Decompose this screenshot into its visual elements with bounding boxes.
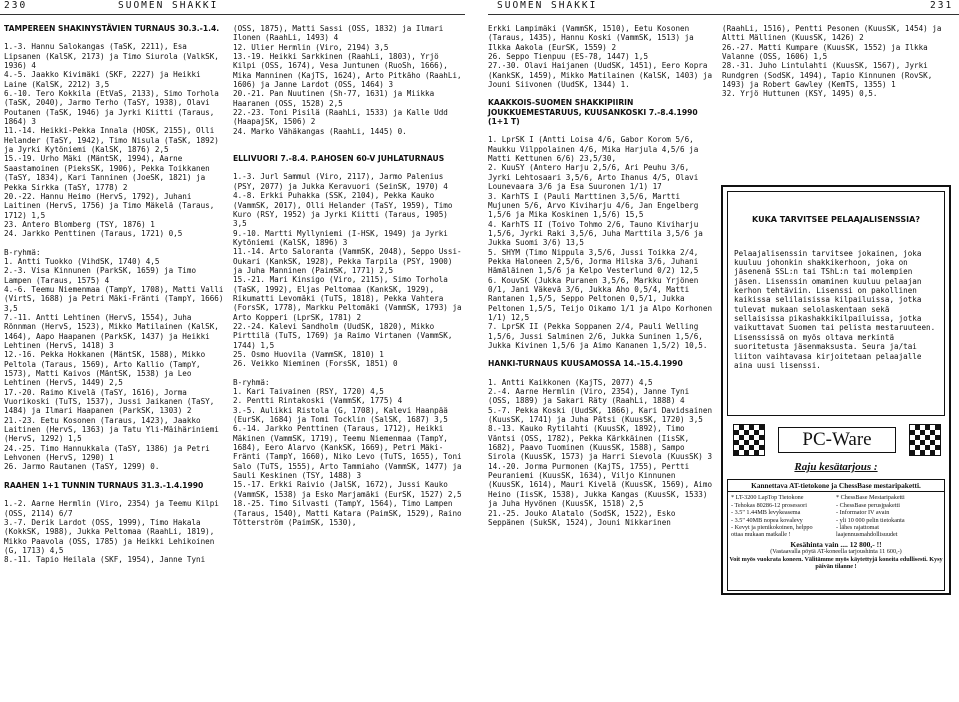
spacer [233, 136, 465, 145]
ad-headline: Raju kesätarjous : [794, 461, 878, 473]
price-note: (Vastaavalla pöytä AT-koneella tarjoushinta 11 600,-) [770, 548, 902, 556]
result-line: 3.-5. Aulikki Ristola (G, 1708), Kalevi Haanpää (EurSK, 1684) ja Tomi Tocklin (SalSK, 1687) 3,5 [233, 405, 453, 425]
result-line: 22.-23. Toni Pisilä (RaahLi, 1533) ja Kalle Udd (HaapajSK, 1506) 2 [233, 108, 453, 127]
result-line: 2.-3. Visa Kinnunen (ParkSK, 1659) ja Timo Lampen (Taraus, 1575) 4 [4, 266, 201, 285]
offer-item: - lähes rajattomat laajennusmahdollisuudet [836, 524, 898, 539]
result-line: 27.-30. Olavi Haijanen (UudSK, 1451), Eero Kopra (KankSK, 1459), Mikko Matilainen (KalSK, 1403) ja Jouni Siivonen (UudSK, 1344) 1. [488, 61, 717, 90]
result-line: 23. Antero Blomberg (TSY, 1876) 1 [4, 219, 155, 229]
result-line: 6.-14. Jarkko Penttinen (Taraus, 1712), Heikki Mäkinen (VammSK, 1719), Teemu Niemenmaa (TampY, 1684), Eero Alarvo (KankSK, 1669), Petri Mäki-Fränti (TampY, 1660), Niko Levo (TuTS, 1655), Toni Salo (TuTS, 1555), Arto Tammiaho (VammSK, 1477) ja Sauli Keskinen (TSY, 1488) 3 [233, 424, 467, 481]
header-rule-right [488, 14, 959, 15]
result-line: 1. Antti Kaikkonen (KajTS, 2077) 4,5 [488, 377, 653, 387]
result-line: 6. KouvSK (Jukka Puranen 3,5/6, Markku Yrjönen 0/1, Jani Väkevä 3/6, Jukka Aho 0,5/4, Matti Rantanen 1,5/5, Seppo Peltonen 0,5/1, Jukka Peltonen 1,5/5, Teijo Oikamo 1/1 ja Alpo Korhonen 1/1) 12,5 [488, 275, 717, 322]
result-line: 6.-10. Tero Kokkila (EtVaS, 2133), Simo Torhola (TaSK, 2040), Jarmo Terho (TaSY, 1938), Olavi Poutanen (TaSK, 1946) ja Jyrki Kiitti (Taraus, 1864) 3 [4, 89, 224, 127]
spacer [233, 369, 465, 378]
result-line: 1. Kari Taivainen (RSY, 1720) 4,5 [233, 387, 384, 397]
result-line: 26.-27. Matti Kumpare (KuusSK, 1552) ja Ilkka Valanne (OSS, 1606) 1,5 [722, 42, 933, 62]
offer-item: - 3.5" 1.44MB levykeasema [731, 509, 801, 517]
spacer [4, 490, 226, 499]
result-line: 25. Osmo Huovila (VammSK, 1810) 1 [233, 350, 384, 359]
result-line: 2. Pentti Rintakoski (VammSK, 1775) 4 [233, 396, 403, 406]
result-line: B-ryhmä: [233, 377, 270, 387]
offer-item: * LT-3200 LapTop Tietokone [731, 494, 804, 502]
result-line: 21.-25. Jouko Alatalo (SodSK, 1522), Esko Seppänen (SukSK, 1524), Jouni Nikkarinen [488, 508, 681, 527]
offer-subhead: Kannettava AT-tietokone ja ChessBase mestaripaketti. [728, 480, 944, 492]
result-line: 20.-22. Hannu Heimo (HervS, 1792), Juhani Laitinen (HervS, 1756) ja Timo Mäkelä (Taraus, 1712) 1,5 [4, 191, 219, 220]
result-line: 26. Seppo Tienpuu (ES-78, 1447) 1,5 [488, 52, 649, 62]
result-line: 2.-4. Aarne Hermlin (Viro, 2354), Janne Tyni (OSS, 1889) ja Sakari Räty (RaahLi, 1888) 4 [488, 387, 694, 406]
result-line: 4.-6. Teemu Niemenmaa (TampY, 1708), Matti Valli (VirtS, 1688) ja Petri Mäki-Fränti (TampY, 1666) 3,5 [4, 284, 229, 313]
offer-item: ottaa mukaan matkalle ! [731, 531, 791, 539]
result-line: 12.-16. Pekka Hokkanen (MäntSK, 1588), Mikko Peltola (Taraus, 1569), Arto Kallio (TampY, 1573), Matti Kaivos (MäntSK, 1538) ja Leo Lehtinen (HervS, 1449) 2,5 [4, 350, 210, 388]
spacer [488, 126, 714, 135]
result-line: 12. Ulier Hermlin (Viro, 2194) 3,5 [233, 42, 389, 52]
license-box-text: Pelaajalisenssin tarvitsee jokainen, joka kuuluu johonkin shakkikerhoon, joka on jäsenenä SSL:n tai TShL:n tai molempien jäsen. Lisenssin omaminen kuuluu pelaajan kerhon tehtäviin. Lisenssi on pakollinen kaikissa selilaisissa kilpailuissa, jotka tulevat mukaan selolaskentaan sekä sellaisissa pikashakkikilpailuissa, jotka vaikuttavat Suomen tai pelista mestaruuteen. Lisenssissä on myös oltava merkintä suoritetusta jäsenmaksusta. Seura ja/tai liiton vaihtavasa kirjoitetaan pelaajalle aina uusi lisenssi. [734, 248, 940, 370]
section-heading: KAAKKOIS-SUOMEN SHAKKIPIIRIN JOUKKUEMESTARUUS, KUUSANKOSKI 7.-8.4.1990 (1+1 T) [488, 98, 701, 127]
offer-item: - 3.5" 40MB nopea kovalevy [731, 516, 803, 524]
section-heading: HANKI-TURNAUS KUUSAMOSSA 14.-15.4.1990 [488, 359, 683, 369]
result-line: 5. SHYM (Timo Nippula 3,5/6, Jussi Toikka 2/4, Pekka Haloneen 2,5/6, Jorma Hilska 3/6, Juhani Hämäläinen 1,5/6 ja Kelpo Vesterlund 0/2) 12,5 [488, 247, 703, 276]
chessboard-icon [733, 424, 765, 456]
journal-title-left: SUOMEN SHAKKI [118, 0, 219, 11]
result-line: 28.-31. Juho Lintulahti (KuusSK, 1567), Jyrki Rundgren (SodSK, 1494), Tapio Kinnunen (RovSK, 1493) ja Robert Gawley (KemTS, 1355) 1 [722, 61, 937, 90]
spacer [488, 89, 714, 98]
offer-box [727, 479, 945, 591]
result-line: 14.-20. Jorma Purmonen (KajTS, 1755), Pertti Peuraniemi (KuusSK, 1634), Viljo Kinnunen (KuusSK, 1614), Mauri Kivelä (KuusSK, 1569), Aimo Heino (IisSK, 1538), Jukka Kangas (KuusSK, 1533) ja Juha Hyvönen (KuusSK, 1518) 2,5 [488, 461, 717, 509]
result-line: 9.-10. Martti Myllyniemi (I-HSK, 1949) ja Jyrki Kytöniemi (KalSK, 1896) 3 [233, 228, 453, 247]
result-line: 21.-23. Eetu Kosonen (Taraus, 1423), Jaakko Laitinen (HervS, 1363) ja Tatu Yli-Mäihäriniemi (HervS, 1292) 1,5 [4, 415, 224, 444]
result-line: 17.-20. Raimo Kivelä (TaSY, 1616), Jorma Vuorikoski (TuTS, 1537), Jussi Jaikanen (TaSY, 1484) ja Ilmari Haapanen (ParkSK, 1303) 2 [4, 387, 219, 416]
result-line: 4. KarhTS II (Toivo Tohmo 2/6, Tauno Kiviharju 1,5/6, Jyrki Raki 3,5/6, Juha Marttila 3,5/6 ja Jukka Suomi 3/6) 13,5 [488, 219, 708, 248]
result-line: 11.-14. Arto Saloranta (VammSK, 2048), Seppo Ussi-Oukari (KankSK, 1928), Pekka Tarpila (PSY, 1900) ja Juha Manninen (PaimSK, 1771) 2,5 [233, 247, 462, 275]
column-3 [488, 24, 717, 527]
offer-item: - Kevyt ja pienikokoinen, helppo [731, 524, 813, 532]
spacer [233, 163, 465, 172]
result-line: 3.-7. Derik Lardot (OSS, 1999), Timo Hakala (KokkSK, 1988), Jukka Peltomaa (RaahLi, 1819), Mikko Paavola (OSS, 1785) ja Heikki Lehikoinen (G, 1713) 4,5 [4, 517, 219, 555]
offer-item: - ChessBase perusjpaketti [836, 501, 900, 509]
chessbase-items [836, 494, 941, 538]
column-4 [722, 24, 954, 99]
license-info-box [727, 191, 945, 416]
result-line: 1.-3. Hannu Salokangas (TaSK, 2211), Esa Lipsanen (KalSK, 2173) ja Timo Siurola (ValkSK, 1936) 4 [4, 42, 224, 71]
offer-item: - Informator IV avain [836, 509, 890, 517]
offer-item: - yli 10 000 pelin tietokanta [836, 516, 905, 524]
brand-row [723, 422, 949, 456]
spacer [4, 472, 226, 481]
result-line: 26. Veikko Nieminen (ForsSK, 1851) 0 [233, 359, 398, 369]
spacer [4, 239, 226, 248]
result-line: 15.-17. Erkki Raivio (JalSK, 1672), Jussi Kauko (VammSK, 1538) ja Esko Marjamäki (EurSK, 1527) 2,5 [233, 480, 462, 499]
result-line: 24. Jarkko Penttinen (Taraus, 1721) 0,5 [4, 229, 183, 239]
result-line: 2. KuuSY (Antero Harju 2,5/6, Ari Peuhu 3/6, Jyrki Lehtosaari 3,5/6, Arto Ihanus 4/5, Olavi Lounevaara 3/6 ja Esa Suuronen 1/1) 17 [488, 163, 703, 192]
page-number-right: 231 [930, 0, 954, 11]
result-line: 18.-25. Timo Silvasti (TampY, 1564), Timo Lampen (Taraus, 1540), Matti Katara (PaimSK, 1529), Raino Tötterström (PaimSK, 1530), [233, 499, 467, 527]
result-line: 15.-21. Mari Kinsigo (Viro, 2115), Simo Torhola (TaSK, 1992), Eljas Peltomaa (KankSK, 1929), Rikumatti Levomäki (TuTS, 1818), Pekka Vahtera (ForsSK, 1778), Markku Peltomäki (VammSK, 1793) ja Arto Kopperi (LprSK, 1781) 2 [233, 275, 467, 322]
result-line: 15.-19. Urho Mäki (MäntSK, 1994), Aarne Saastamoinen (PieksSK, 1906), Pekka Toikkanen (TaSY, 1834), Kari Tanninen (JoeSK, 1821) ja Pekka Sirkka (TaSY, 1778) 2 [4, 154, 215, 192]
column-1 [4, 24, 229, 565]
result-line: 24. Marko Vähäkangas (RaahLi, 1445) 0. [233, 126, 407, 136]
result-line: (RaahLi, 1516), Pentti Pesonen (KuusSK, 1454) ja Altti Mällinen (KuusSK, 1426) 2 [722, 24, 947, 43]
offer-items [728, 492, 944, 540]
result-line: 13.-19. Heikki Sarkkinen (RaahLi, 1803), Yrjö Kilpi (OSS, 1674), Vesa Juntunen (RuoSh, 1666), Mika Manninen (KajTS, 1624), Arto Pitkäho (RaahLi, 1606) ja Janne Lardot (OSS, 1464) 3 [233, 52, 467, 90]
result-line: 11.-14. Heikki-Pekka Innala (HOSK, 2155), Olli Helander (TaSY, 1942), Timo Nisula (TaSK, 1892) ja Jyrki Kytöniemi (KalSK, 1876) 2,5 [4, 126, 224, 155]
offer-item: * ChessBase Mestaripaketti [836, 494, 905, 502]
result-line: Erkki Lampimäki (VammSK, 1510), Eetu Kosonen (Taraus, 1435), Hannu Koski (VammSK, 1513) ja Ilkka Aakola (EurSK, 1559) 2 [488, 24, 699, 52]
result-line: 1. Antti Tuokko (VihdSK, 1740) 4,5 [4, 256, 160, 266]
result-line: 20.-21. Pan Nuutinen (Sh-77, 1631) ja Miikka Haaranen (OSS, 1528) 2,5 [233, 89, 439, 108]
header-rule-left [0, 14, 465, 15]
result-line: 1.-2. Aarne Hermlin (Viro, 2354) ja Teemu Kilpi (OSS, 2114) 6/7 [4, 499, 224, 518]
computer-items [731, 494, 836, 538]
chessboard-icon [909, 424, 941, 456]
spacer [233, 145, 465, 154]
result-line: 22.-24. Kalevi Sandholm (UudSK, 1820), Mikko Pirttilä (TuTS, 1769) ja Raimo Virtanen (VammSK, 1744) 1,5 [233, 321, 458, 350]
section-heading: ELLIVUORI 7.-8.4. P.AHOSEN 60-V JUHLATURNAUS [233, 154, 445, 164]
result-line: (OSS, 1875), Matti Sassi (OSS, 1832) ja Ilmari Ilonen (RaahLi, 1493) 4 [233, 24, 448, 43]
section-heading: RAAHEN 1+1 TUNNIN TURNAUS 31.3.-1.4.1990 [4, 480, 204, 490]
result-line: 24.-25. Timo Hannukkala (TaSY, 1386) ja Petri Lehvonen (HervS, 1290) 1 [4, 443, 215, 463]
result-line: 4.-8. Erkki Puhakka (SSK, 2104), Pekka Kauko (VammSK, 2017), Olli Helander (TaSY, 1959), Timo Kuro (RSY, 1952) ja Jyrki Kiitti (Taraus, 1905) 3,5 [233, 191, 458, 229]
license-box-title: KUKA TARVITSEE PELAAJALISENSSIA? [752, 214, 920, 224]
result-line: 7.-11. Antti Lehtinen (HervS, 1554), Juha Rönnman (HervS, 1523), Mikko Matilainen (KalSK, 1464), Aapo Haapanen (ParkSK, 1437) ja Heikki Lehtinen (HervS, 1418) 3 [4, 312, 224, 350]
result-line: 1.-3. Jurl Sammul (Viro, 2117), Jarmo Palenius (PSY, 2077) ja Jukka Keravuori (SeinSK, 1970) 4 [233, 172, 448, 191]
result-line: 1. LprSK I (Antti Loisa 4/6, Gabor Korom 5/6, Maukku Vilppolainen 4/6, Mika Harjula 4,5/6 ja Matti Kettunen 6/6) 23,5/30, [488, 135, 703, 164]
result-line: 5.-7. Pekka Koski (UudSK, 1866), Kari Davidsainen (KuusSK, 1741) ja Juha Pätsi (KuusSK, 1720) 3,5 [488, 405, 717, 425]
journal-title-right: SUOMEN SHAKKI [497, 0, 598, 11]
spacer [488, 369, 714, 378]
brand-logo: PC-Ware [778, 427, 896, 453]
result-line: 4.-5. Jaakko Kivimäki (SKF, 2227) ja Heikki Laine (KalSK, 2212) 3,5 [4, 70, 206, 89]
spacer [488, 350, 714, 359]
rental-note: Voit myös vuokrata koneen. Välitämme myös käytettyjä koneita edullisesti. Kysy päivän tilanne ! [729, 555, 943, 571]
result-line: 3. KarhTS I (Pauli Marttinen 3,5/6, Martti Mujunen 5/6, Arvo Kiviharju 4/6, Jan Engelberg 1,5/6 ja Mika Koskinen 1,5/6) 15,5 [488, 191, 703, 220]
result-line: 26. Jarmo Rautanen (TaSY, 1299) 0. [4, 462, 160, 472]
section-heading: TAMPEREEN SHAKINYSTÄVIEN TURNAUS 30.3.-1.4. [4, 24, 220, 33]
column-2 [233, 24, 465, 527]
page-number-left: 230 [4, 0, 28, 11]
price-label: Kesähinta vain .... 12 800,- !! [790, 539, 882, 549]
result-line: 7. LprSK II (Pekka Soppanen 2/4, Pauli Welling 1,5/6, Jussi Salminen 2/6, Jukka Suninen 1,5/6, Jukka Kivinen 1,5/6 ja Aimo Kananen 1,5/2) 10,5. [488, 322, 708, 350]
result-line: 8.-11. Tapio Heilala (SKF, 1954), Janne Tyni [4, 555, 206, 565]
result-line: 32. Yrjö Huttunen (KSY, 1495) 0,5. [722, 89, 878, 99]
result-line: B-ryhmä: [4, 247, 41, 257]
spacer [4, 33, 226, 42]
pc-ware-advertisement [721, 185, 951, 595]
offer-item: - Tehokas 80286-12 prosessori [731, 501, 807, 509]
result-line: 8.-13. Kauko Rytilahti (KuusSK, 1892), Timo Väntsi (OSS, 1782), Pekka Kärkkäinen (IisSK, 1682), Paavo Tuominen (KuusSK, 1588), Sampo Sirola (KuusSK, 1573) ja Harri Sievola (KuusSK) 3 [488, 424, 713, 462]
